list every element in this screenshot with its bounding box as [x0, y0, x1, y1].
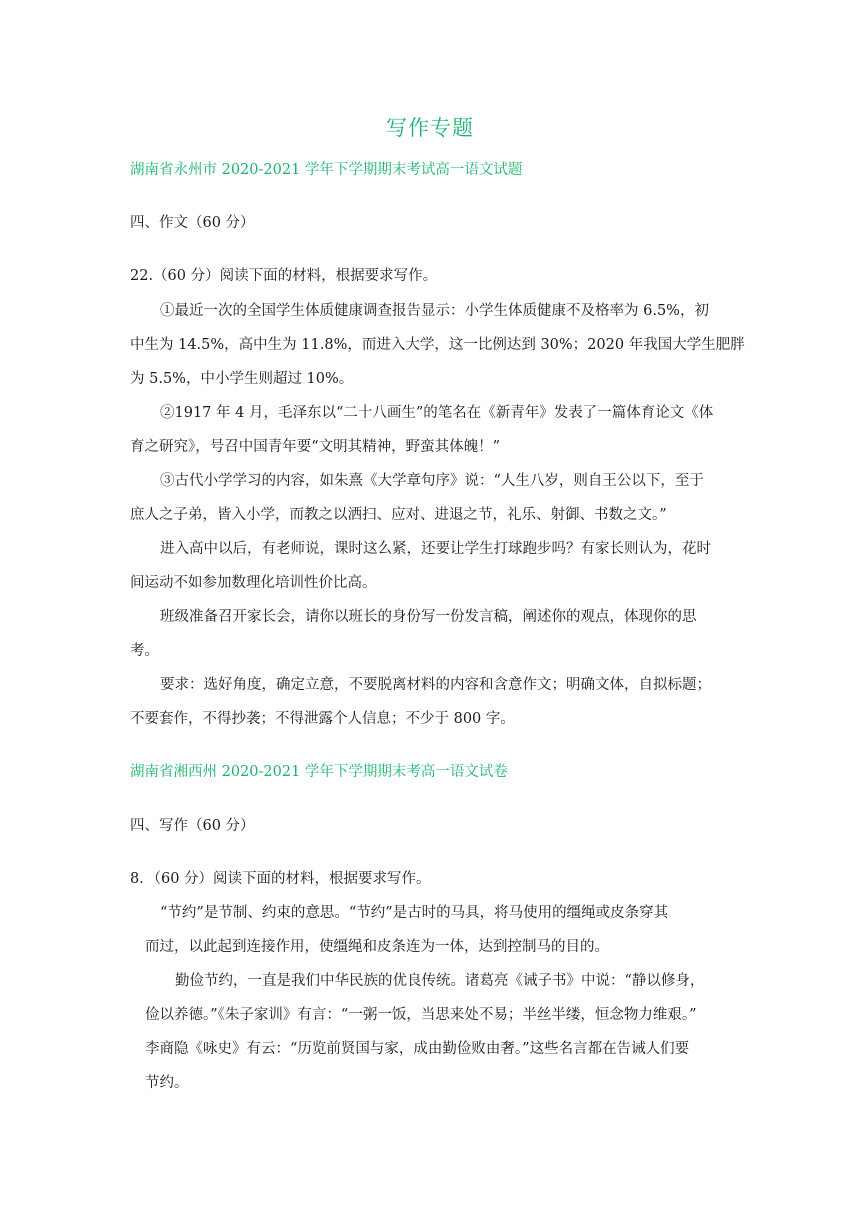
- text-line: ③古代小学学习的内容，如朱熹《大学章句序》说：“人生八岁，则自王公以下，至于: [160, 473, 704, 489]
- text-line: 勤俭节约，一直是我们中华民族的优良传统。诸葛亮《诫子书》中说：“静以修身，: [175, 973, 705, 989]
- text-line: 间运动不如参加数理化培训性价比高。: [130, 575, 377, 591]
- text-line: 节约。: [145, 1075, 189, 1091]
- question-prompt: 22.（60 分）阅读下面的材料，根据要求写作。: [130, 268, 438, 284]
- text-line: 庶人之子弟，皆入小学，而教之以洒扫、应对、进退之节，礼乐、射御、书数之文。”: [130, 507, 667, 523]
- section-heading: 四、写作（60 分）: [130, 818, 255, 834]
- page-title: 写作专题: [386, 116, 474, 140]
- text-line: 班级准备召开家长会，请你以班长的身份写一份发言稿，阐述你的观点，体现你的思: [160, 609, 697, 625]
- text-line: ②1917 年 4 月，毛泽东以“二十八画生”的笔名在《新青年》发表了一篇体育论文《体: [160, 405, 714, 421]
- source-xiangxi: 湖南省湘西州 2020-2021 学年下学期期末考高一语文试卷: [130, 764, 508, 780]
- text-line: 而过，以此起到连接作用，使缰绳和皮条连为一体，达到控制马的目的。: [145, 939, 609, 955]
- text-line: 李商隐《咏史》有云：“历览前贤国与家，成由勤俭败由奢。”这些名言都在告诫人们要: [145, 1041, 690, 1057]
- text-line: “节约”是节制、约束的意思。“节约”是古时的马具，将马使用的缰绳或皮条穿其: [160, 905, 669, 921]
- text-line: ①最近一次的全国学生体质健康调查报告显示：小学生体质健康不及格率为 6.5%，初: [160, 303, 709, 319]
- text-line: 中生为 14.5%，高中生为 11.8%，而进入大学，这一比例达到 30%；2020 年我国大学生肥胖: [130, 337, 745, 353]
- text-line: 育之研究》，号召中国青年要“文明其精神，野蛮其体魄！”: [130, 439, 501, 455]
- text-line: 考。: [130, 643, 159, 659]
- section-heading: 四、作文（60 分）: [130, 215, 255, 231]
- text-line: 进入高中以后，有老师说，课时这么紧，还要让学生打球跑步吗？有家长则认为，花时: [160, 541, 711, 557]
- source-yongzhou: 湖南省永州市 2020-2021 学年下学期期末考试高一语文试题: [130, 162, 523, 178]
- text-line: 为 5.5%，中小学生则超过 10%。: [130, 371, 354, 387]
- text-line: 俭以养德。”《朱子家训》有言：“一粥一饭，当思来处不易；半丝半缕，恒念物力维艰。”: [145, 1007, 697, 1023]
- text-line: 要求：选好角度，确定立意，不要脱离材料的内容和含意作文；明确文体，自拟标题；: [160, 677, 711, 693]
- question-prompt: 8．（60 分）阅读下面的材料，根据要求写作。: [130, 871, 431, 887]
- text-line: 不要套作，不得抄袭；不得泄露个人信息；不少于 800 字。: [130, 711, 515, 727]
